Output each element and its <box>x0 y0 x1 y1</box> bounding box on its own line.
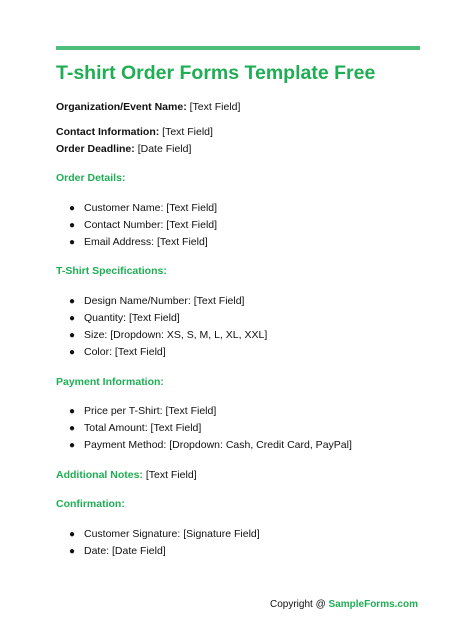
bullet-icon: ● <box>69 237 76 248</box>
bullet-icon: ● <box>69 406 76 417</box>
bullet-icon: ● <box>69 423 76 434</box>
bullet-icon: ● <box>69 313 76 324</box>
deadline-label: Order Deadline: <box>56 143 135 155</box>
tshirt-specs-list <box>56 295 267 363</box>
list-item: ● Size: [Dropdown: XS, S, M, L, XL, XXL] <box>69 329 268 341</box>
bullet-icon: ● <box>69 296 76 307</box>
tshirt-specs-heading: T-Shirt Specifications: <box>56 265 167 277</box>
contact-value: [Text Field] <box>162 126 213 138</box>
order-details-heading: Order Details: <box>56 172 126 184</box>
bullet-icon: ● <box>69 220 76 231</box>
list-item: ● Design Name/Number: [Text Field] <box>69 295 245 307</box>
additional-notes-field <box>56 469 197 482</box>
bullet-icon: ● <box>69 529 76 540</box>
payment-list <box>56 405 352 456</box>
confirmation-list <box>56 528 260 562</box>
payment-heading: Payment Information: <box>56 376 164 388</box>
list-item: ● Customer Signature: [Signature Field] <box>69 528 260 540</box>
org-label: Organization/Event Name: <box>56 101 187 113</box>
confirmation-heading: Confirmation: <box>56 498 125 510</box>
copyright-footer <box>270 599 418 611</box>
contact-field <box>56 126 213 139</box>
document-title: T-shirt Order Forms Template Free <box>56 62 376 84</box>
deadline-value: [Date Field] <box>137 143 192 155</box>
deadline-field <box>56 143 191 156</box>
bullet-icon: ● <box>69 440 76 451</box>
list-item: ● Total Amount: [Text Field] <box>69 422 202 434</box>
additional-notes-value: [Text Field] <box>145 469 197 481</box>
list-item: ● Color: [Text Field] <box>69 346 166 358</box>
header-rule <box>56 46 420 50</box>
list-item: ● Quantity: [Text Field] <box>69 312 180 324</box>
additional-notes-label: Additional Notes: <box>56 469 143 481</box>
brand-link[interactable]: SampleForms.com <box>328 599 418 610</box>
bullet-icon: ● <box>69 546 76 557</box>
bullet-icon: ● <box>69 347 76 358</box>
bullet-icon: ● <box>69 203 76 214</box>
list-item: ● Contact Number: [Text Field] <box>69 219 218 231</box>
org-field <box>56 101 240 114</box>
list-item: ● Date: [Date Field] <box>69 545 166 557</box>
list-item: ● Price per T-Shirt: [Text Field] <box>69 405 217 417</box>
order-details-list <box>56 202 217 253</box>
copyright-prefix: Copyright @ <box>270 599 326 610</box>
bullet-icon: ● <box>69 330 76 341</box>
list-item: ● Payment Method: [Dropdown: Cash, Credit Card, PayPal] <box>69 439 352 451</box>
list-item: ● Customer Name: [Text Field] <box>69 202 218 214</box>
org-value: [Text Field] <box>189 101 241 113</box>
list-item: ● Email Address: [Text Field] <box>69 236 208 248</box>
contact-label: Contact Information: <box>56 126 160 138</box>
